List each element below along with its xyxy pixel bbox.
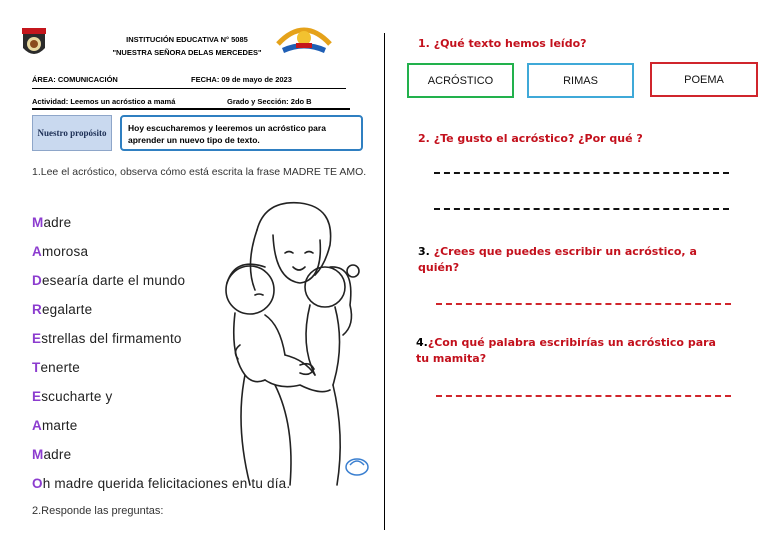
option-acrostico[interactable]: ACRÓSTICO <box>407 63 514 98</box>
grade-label: Grado y Sección: 2do B <box>227 97 312 106</box>
question-3: 3. ¿Crees que puedes escribir un acróstico, a quién? <box>418 245 697 274</box>
school-header <box>92 33 282 59</box>
option-poema[interactable]: POEMA <box>650 62 758 97</box>
purpose-label: Nuestro propósito <box>32 115 112 151</box>
answer-line[interactable] <box>436 395 731 397</box>
acrostic-line: Amorosa <box>32 244 89 259</box>
acrostic-line: Madre <box>32 215 72 230</box>
header-bottom-rule <box>32 108 350 110</box>
respond-instruction: 2.Responde las preguntas: <box>32 505 164 517</box>
acrostic-line: Regalarte <box>32 302 93 317</box>
option-rimas[interactable]: RIMAS <box>527 63 634 98</box>
question-1: 1. ¿Qué texto hemos leído? <box>418 37 587 50</box>
school-emblem-logo <box>272 22 336 54</box>
school-name: INSTITUCIÓN EDUCATIVA N° 5085 <box>126 35 248 44</box>
answer-line[interactable] <box>436 303 731 305</box>
column-divider <box>384 33 385 530</box>
header-divider <box>32 88 346 89</box>
acrostic-line: Escucharte y <box>32 389 113 404</box>
answer-line[interactable] <box>434 208 729 210</box>
date-label: FECHA: 09 de mayo de 2023 <box>191 75 292 84</box>
acrostic-line: Estrellas del firmamento <box>32 331 182 346</box>
question-2: 2. ¿Te gusto el acróstico? ¿Por qué ? <box>418 132 643 145</box>
question-4: 4.¿Con qué palabra escribirías un acróstico para tu mamita? <box>416 336 716 365</box>
purpose-text: Hoy escucharemos y leeremos un acróstico para aprender un nuevo tipo de texto. <box>120 115 363 151</box>
reading-instruction: 1.Lee el acróstico, observa cómo está escrita la frase MADRE TE AMO. <box>32 166 367 178</box>
acrostic-line: Oh madre querida felicitaciones en tu día. <box>32 476 291 491</box>
school-motto: "NUESTRA SEÑORA DELAS MERCEDES" <box>112 48 262 57</box>
watermark-logo <box>346 459 368 475</box>
acrostic-line: Madre <box>32 447 72 462</box>
answer-line[interactable] <box>434 172 729 174</box>
activity-label: Actividad: Leemos un acróstico a mamá <box>32 97 176 106</box>
area-label: ÁREA: COMUNICACIÓN <box>32 75 118 84</box>
acrostic-line: Amarte <box>32 418 78 433</box>
acrostic-line: Tenerte <box>32 360 80 375</box>
school-crest-logo <box>22 28 46 60</box>
acrostic-line: Desearía darte el mundo <box>32 273 186 288</box>
mother-children-illustration <box>205 195 375 487</box>
